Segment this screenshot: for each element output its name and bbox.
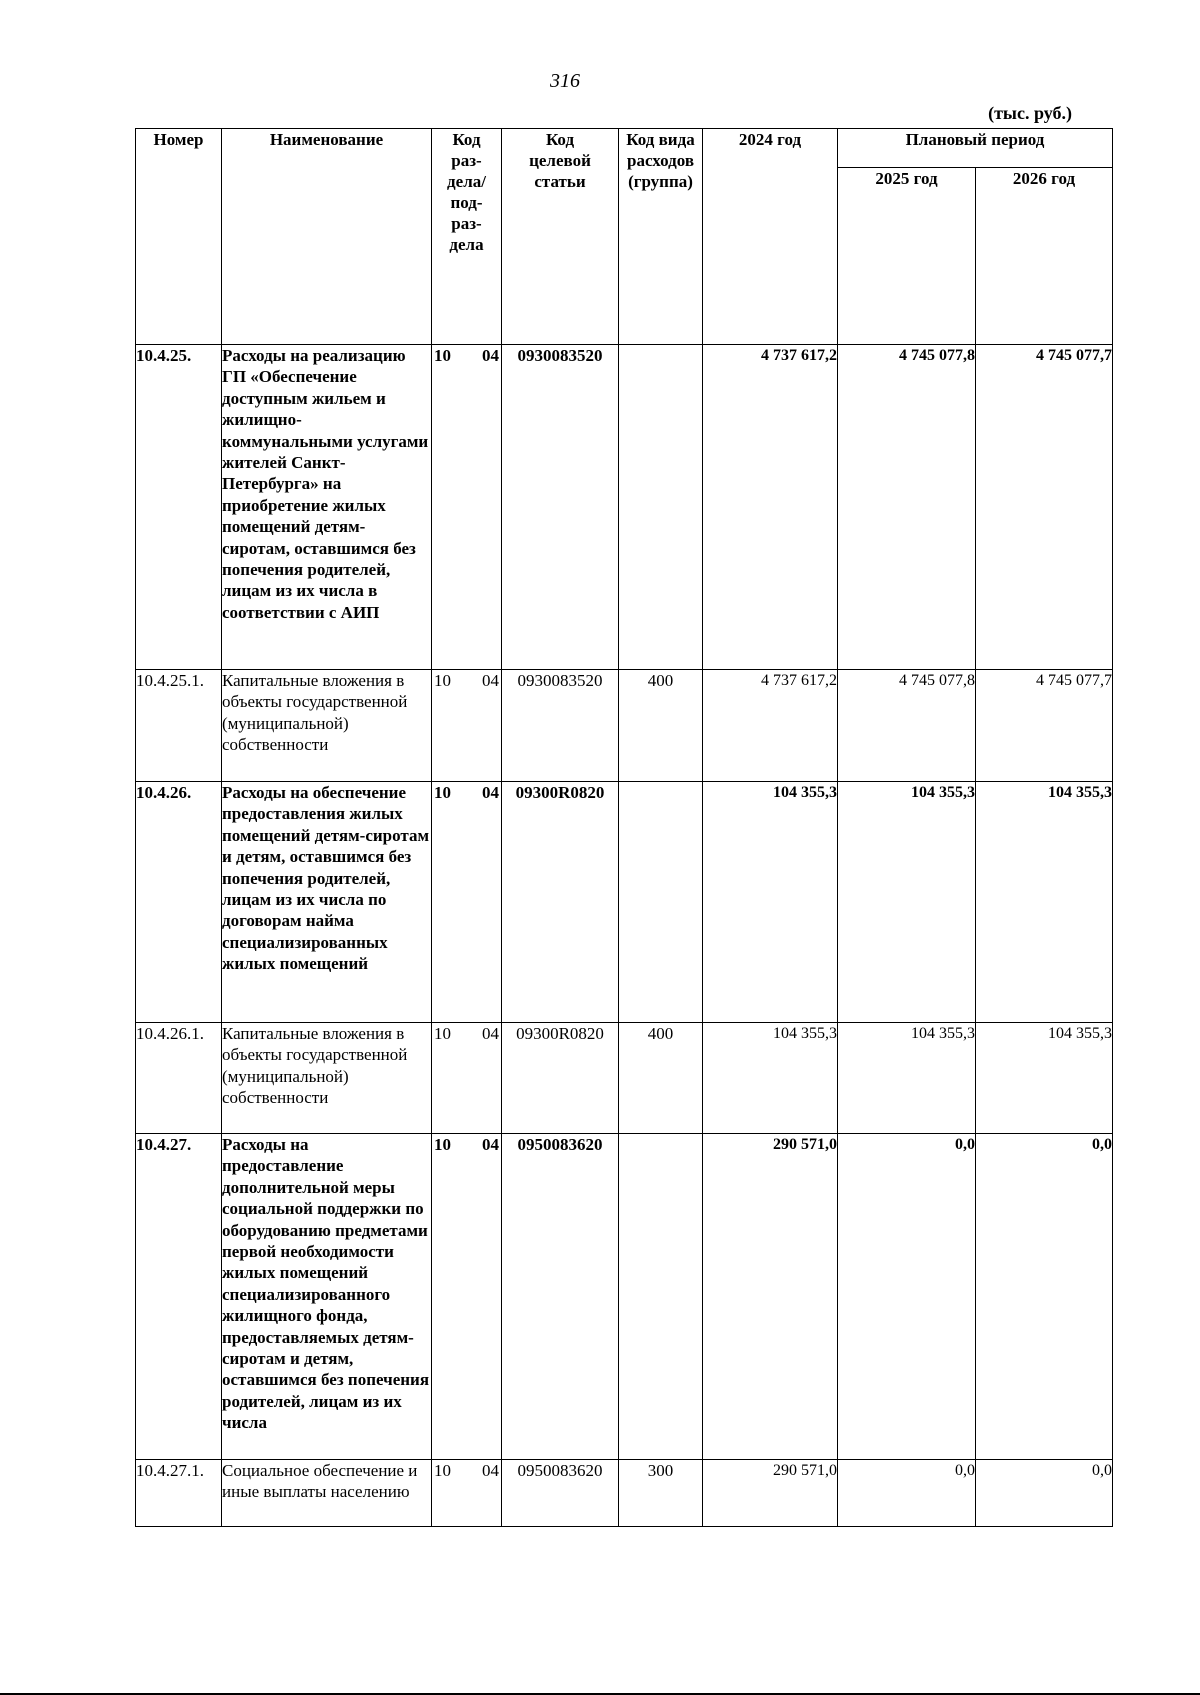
row-name: Социальное обеспечение и иные выплаты населению xyxy=(222,1460,432,1527)
row-rz: 10 xyxy=(434,1024,451,1043)
row-pr: 04 xyxy=(482,1461,499,1480)
row-pr: 04 xyxy=(482,671,499,690)
row-2025: 104 355,3 xyxy=(838,782,976,1023)
row-razdel xyxy=(432,345,502,670)
row-csr: 09300R0820 xyxy=(502,782,619,1023)
row-rz: 10 xyxy=(434,1461,451,1480)
row-name: Расходы на обеспечение предоставления жилых помещений детям-сиротам и детям, оставшимся без попечения родителей, лицам из их числа по договорам найма специализированных жилых помещений xyxy=(222,782,432,1023)
row-csr: 0950083620 xyxy=(502,1460,619,1527)
row-2026: 104 355,3 xyxy=(976,1023,1113,1134)
row-2026: 104 355,3 xyxy=(976,782,1113,1023)
row-2025: 4 745 077,8 xyxy=(838,670,976,782)
table-row xyxy=(136,782,1113,1023)
row-razdel xyxy=(432,1023,502,1134)
row-name: Расходы на предоставление дополнительной меры социальной поддержки по оборудованию предметами первой необходимости жилых помещений специализированного жилищного фонда, предоставляемых детям-сиротам и детям, оставшимся без попечения родителей, лицам из их числа xyxy=(222,1134,432,1460)
table-row xyxy=(136,345,1113,670)
table-row xyxy=(136,1460,1113,1527)
row-2025: 4 745 077,8 xyxy=(838,345,976,670)
row-pr: 04 xyxy=(482,1135,499,1154)
row-2024: 4 737 617,2 xyxy=(703,345,838,670)
row-2024: 290 571,0 xyxy=(703,1134,838,1460)
row-2026: 0,0 xyxy=(976,1134,1113,1460)
row-vr: 400 xyxy=(619,1023,703,1134)
row-rz: 10 xyxy=(434,671,451,690)
budget-table xyxy=(135,128,1113,1527)
row-2025: 104 355,3 xyxy=(838,1023,976,1134)
row-vr: 300 xyxy=(619,1460,703,1527)
row-csr: 0930083520 xyxy=(502,345,619,670)
row-vr xyxy=(619,782,703,1023)
row-razdel xyxy=(432,1134,502,1460)
row-number: 10.4.25. xyxy=(136,345,222,670)
row-csr: 0950083620 xyxy=(502,1134,619,1460)
row-name: Капитальные вложения в объекты государственной (муниципальной) собственности xyxy=(222,670,432,782)
row-csr: 09300R0820 xyxy=(502,1023,619,1134)
row-number: 10.4.26.1. xyxy=(136,1023,222,1134)
header-nomer: Номер xyxy=(136,129,222,345)
units-label: (тыс. руб.) xyxy=(988,103,1072,123)
row-number: 10.4.27.1. xyxy=(136,1460,222,1527)
header-vr: Код вида расходов (группа) xyxy=(619,129,703,345)
row-2026: 4 745 077,7 xyxy=(976,345,1113,670)
header-2026: 2026 год xyxy=(976,168,1113,345)
row-number: 10.4.25.1. xyxy=(136,670,222,782)
header-razdel: Код раз-дела/ под-раз-дела xyxy=(432,129,502,345)
row-rz: 10 xyxy=(434,1135,451,1154)
row-number: 10.4.26. xyxy=(136,782,222,1023)
table-row xyxy=(136,670,1113,782)
row-pr: 04 xyxy=(482,783,499,802)
table-row xyxy=(136,1134,1113,1460)
header-plan-period: Плановый период xyxy=(838,129,1113,168)
row-2024: 290 571,0 xyxy=(703,1460,838,1527)
row-2024: 104 355,3 xyxy=(703,1023,838,1134)
row-2025: 0,0 xyxy=(838,1134,976,1460)
page-number: 316 xyxy=(550,70,580,92)
row-2024: 4 737 617,2 xyxy=(703,670,838,782)
row-2025: 0,0 xyxy=(838,1460,976,1527)
header-2024: 2024 год xyxy=(703,129,838,345)
row-vr xyxy=(619,1134,703,1460)
row-rz: 10 xyxy=(434,783,451,802)
header-csr: Код целевой статьи xyxy=(502,129,619,345)
row-vr xyxy=(619,345,703,670)
row-2026: 4 745 077,7 xyxy=(976,670,1113,782)
header-2025: 2025 год xyxy=(838,168,976,345)
row-vr: 400 xyxy=(619,670,703,782)
row-razdel xyxy=(432,782,502,1023)
row-pr: 04 xyxy=(482,1024,499,1043)
row-csr: 0930083520 xyxy=(502,670,619,782)
row-pr: 04 xyxy=(482,346,499,365)
row-name: Расходы на реализацию ГП «Обеспечение доступным жильем и жилищно-коммунальными услугами жителей Санкт-Петербурга» на приобретение жилых помещений детям-сиротам, оставшимся без попечения родителей, лицам из их числа в соответствии с АИП xyxy=(222,345,432,670)
row-2024: 104 355,3 xyxy=(703,782,838,1023)
row-number: 10.4.27. xyxy=(136,1134,222,1460)
row-2026: 0,0 xyxy=(976,1460,1113,1527)
row-razdel xyxy=(432,670,502,782)
row-name: Капитальные вложения в объекты государственной (муниципальной) собственности xyxy=(222,1023,432,1134)
row-razdel xyxy=(432,1460,502,1527)
table-row xyxy=(136,1023,1113,1134)
header-name: Наименование xyxy=(222,129,432,345)
row-rz: 10 xyxy=(434,346,451,365)
